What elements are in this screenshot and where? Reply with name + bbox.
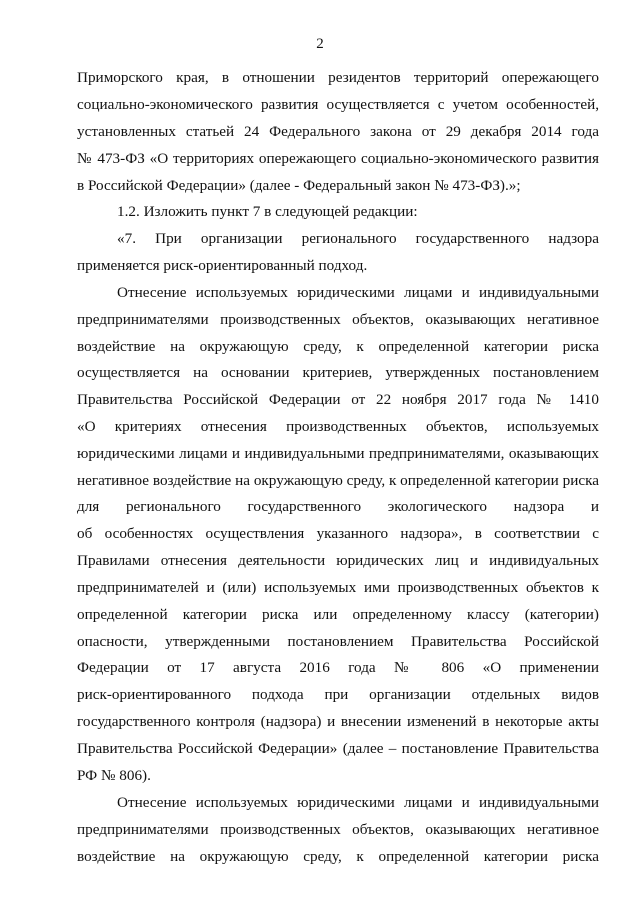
text-line: воздействие на окружающую среду, к определенной категории риска: [77, 848, 599, 865]
text-line: социально-экономического развития осуществляется с учетом особенностей,: [77, 96, 599, 113]
text-line: «7. При организации регионального государственного надзора: [117, 230, 599, 247]
text-line: предпринимателями производственных объектов, оказывающих негативное: [77, 821, 599, 838]
text-line: Федерации от 17 августа 2016 года № 806 «О применении: [77, 659, 599, 676]
text-line: об особенностях осуществления указанного надзора», в соответствии с: [77, 525, 599, 542]
text-line: осуществляется на основании критериев, утвержденных постановлением: [77, 364, 599, 381]
text-line: в Российской Федерации» (далее - Федеральный закон № 473-ФЗ).»;: [77, 177, 521, 194]
text-line: для регионального государственного экологического надзора и: [77, 498, 599, 515]
text-line: применяется риск-ориентированный подход.: [77, 257, 368, 274]
text-line: Приморского края, в отношении резидентов территорий опережающего: [77, 69, 599, 86]
text-line: Правительства Российской Федерации от 22 ноября 2017 года № 1410: [77, 391, 599, 408]
text-line: Правительства Российской Федерации» (далее – постановление Правительства: [77, 740, 599, 757]
text-line: определенной категории риска или определенному классу (категории): [77, 606, 599, 623]
text-line: юридическими лицами и индивидуальными предпринимателями, оказывающих: [77, 445, 599, 462]
text-line: воздействие на окружающую среду, к определенной категории риска: [77, 338, 599, 355]
text-line: предпринимателей и (или) используемых ими производственных объектов к: [77, 579, 599, 596]
text-line: негативное воздействие на окружающую среду, к определенной категории риска: [77, 472, 599, 489]
text-line: «О критериях отнесения производственных объектов, используемых: [77, 418, 599, 435]
text-line: № 473-ФЗ «О территориях опережающего социально-экономического развития: [77, 150, 599, 167]
text-line: риск-ориентированного подхода при организации отдельных видов: [77, 686, 599, 703]
page-number: 2: [316, 36, 324, 52]
text-line: 1.2. Изложить пункт 7 в следующей редакции:: [117, 203, 418, 220]
text-line: Отнесение используемых юридическими лицами и индивидуальными: [117, 794, 599, 811]
text-line: Правилами отнесения деятельности юридических лиц и индивидуальных: [77, 552, 599, 569]
text-line: опасности, утвержденными постановлением Правительства Российской: [77, 633, 599, 650]
text-line: предпринимателями производственных объектов, оказывающих негативное: [77, 311, 599, 328]
text-line: государственного контроля (надзора) и внесении изменений в некоторые акты: [77, 713, 599, 730]
text-line: РФ № 806).: [77, 767, 151, 784]
text-line: установленных статьей 24 Федерального закона от 29 декабря 2014 года: [77, 123, 599, 140]
text-line: Отнесение используемых юридическими лицами и индивидуальными: [117, 284, 599, 301]
